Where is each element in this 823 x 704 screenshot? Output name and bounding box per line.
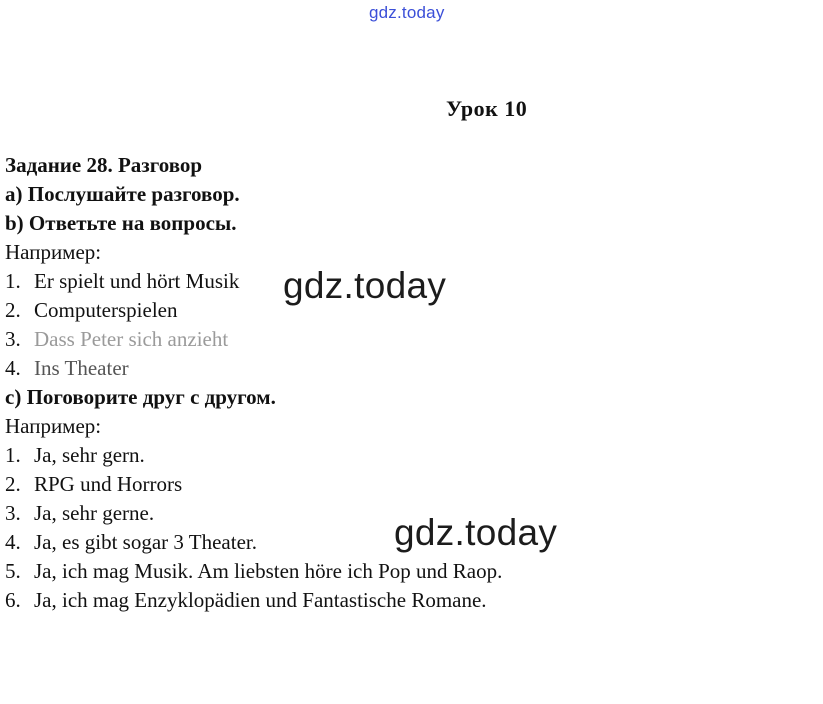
answer-text: Ja, ich mag Enzyklopädien und Fantastische Romane. [34,588,487,612]
example-label-b: Например: [5,240,102,264]
answer-number: 4. [5,356,21,380]
answer-number: 5. [5,559,21,583]
example-label-c: Например: [5,414,102,438]
answer-text: Ja, ich mag Musik. Am liebsten höre ich Pop und Raop. [34,559,503,583]
answer-text: Er spielt und hört Musik [34,269,240,293]
part-c-heading: c) Поговорите друг с другом. [5,385,276,409]
answer-text: RPG und Horrors [34,472,183,496]
part-b-heading: b) Ответьте на вопросы. [5,211,237,235]
answer-number: 2. [5,298,21,322]
answer-c-item [5,557,805,586]
watermark-top: gdz.today [369,3,445,22]
answer-number: 4. [5,530,21,554]
answer-b-item [5,354,805,383]
answer-text: Computerspielen [34,298,178,322]
answer-text: Ja, sehr gern. [34,443,145,467]
answer-number: 6. [5,588,21,612]
answer-number: 1. [5,269,21,293]
lesson-title: Урок 10 [446,96,528,121]
answer-number: 3. [5,327,21,351]
watermark-lower: gdz.today [394,512,558,553]
part-a-heading: a) Послушайте разговор. [5,182,240,206]
answer-text: Ja, es gibt sogar 3 Theater. [34,530,257,554]
answer-text: Ins Theater [34,356,129,380]
answer-number: 1. [5,443,21,467]
answer-number: 3. [5,501,21,525]
watermark-middle: gdz.today [283,265,447,306]
answer-c-item [5,586,805,615]
answer-b-item [5,325,805,354]
task-title: Задание 28. Разговор [5,153,203,177]
answer-number: 2. [5,472,21,496]
answer-c-item [5,441,805,470]
answer-text: Dass Peter sich anzieht [34,327,229,351]
answer-text: Ja, sehr gerne. [34,501,155,525]
answer-c-item [5,470,805,499]
